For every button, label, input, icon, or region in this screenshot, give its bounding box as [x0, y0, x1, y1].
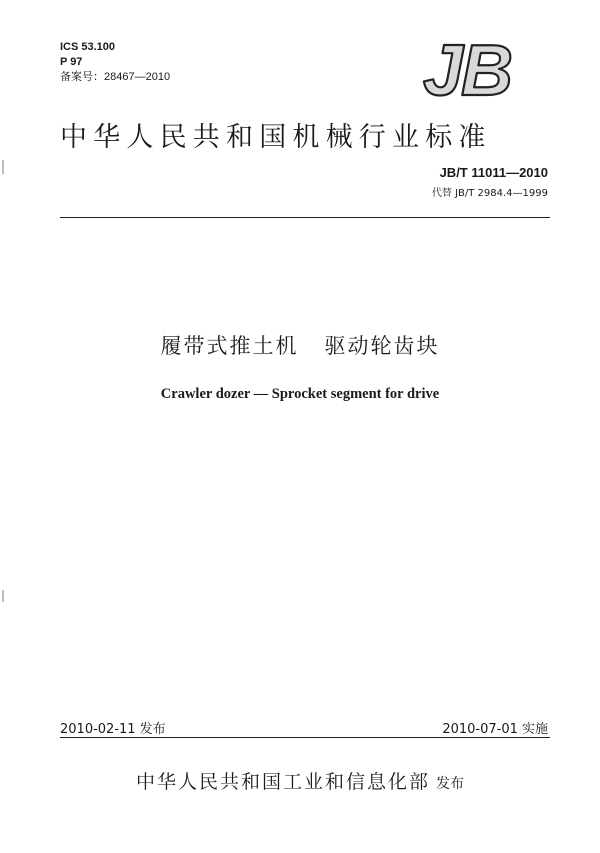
replaces-standard: 代替 JB/T 2984.4—1999: [431, 188, 548, 199]
footer-divider: [60, 737, 550, 738]
document-title-chinese: 履带式推土机 驱动轮齿块: [160, 334, 440, 358]
scan-mark: [2, 590, 4, 602]
jb-logo: [408, 35, 526, 103]
ccs-code: P 97: [60, 56, 83, 68]
document-title-english: Crawler dozer — Sprocket segment for drive: [160, 386, 440, 402]
issue-date: 2010-02-11 发布: [60, 722, 166, 737]
standard-title: 中华人民共和国机械行业标准: [60, 122, 492, 153]
standard-number: JB/T 11011—2010: [439, 165, 548, 180]
publisher-line: [0, 767, 600, 794]
ics-code: ICS 53.100: [60, 41, 116, 53]
header-divider: [60, 217, 550, 218]
filing-number: 备案号：28467—2010: [60, 71, 171, 83]
jb-logo-text: JB: [422, 35, 512, 103]
scan-mark: [2, 160, 4, 174]
implementation-date: 2010-07-01 实施: [442, 722, 548, 737]
publish-suffix: 发布: [436, 776, 464, 792]
publisher-name: 中华人民共和国工业和信息化部: [135, 771, 430, 793]
